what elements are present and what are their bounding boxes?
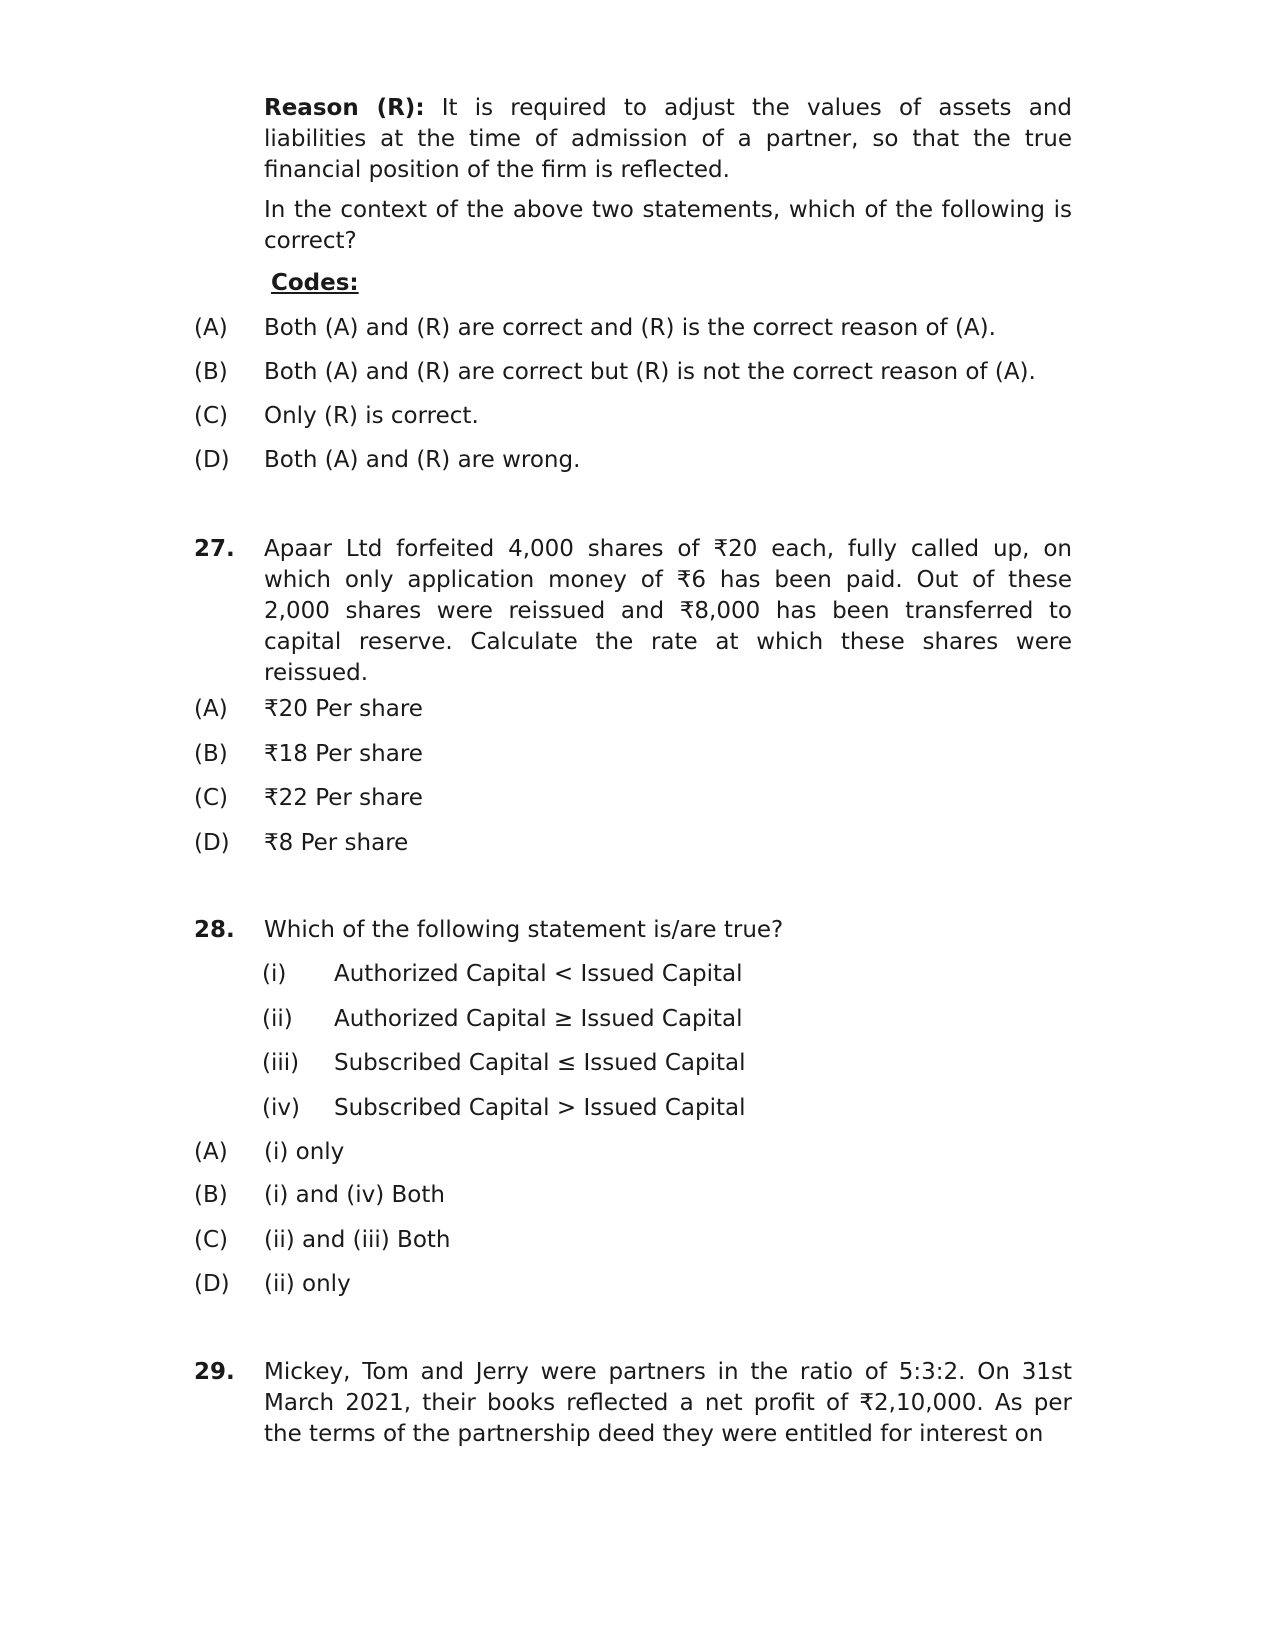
reason-text: It is required to adjust the values of assets and liabilities at the time of admission of a partner, so that the true financial position of the firm is reflected. xyxy=(264,95,1073,183)
q29-text: Mickey, Tom and Jerry were partners in the ratio of 5:3:2. On 31st March 2021, their books reflected a net profit of ₹2,10,000. As per the terms of the partnership deed they were entitled for interest on xyxy=(264,1359,1072,1447)
q28-number: 28. xyxy=(194,917,235,943)
statement-label: (i) xyxy=(262,961,287,987)
option-label: (A) xyxy=(194,315,228,341)
statement-label: (iv) xyxy=(262,1095,300,1121)
option-text: ₹8 Per share xyxy=(264,830,409,856)
codes-heading: Codes: xyxy=(271,270,359,296)
q28-statement-iii xyxy=(262,1048,962,1079)
q28-statement-i xyxy=(262,959,962,990)
q27-option-c xyxy=(194,783,1074,814)
option-text: (i) and (iv) Both xyxy=(264,1182,445,1208)
option-label: (B) xyxy=(194,741,228,767)
option-label: (B) xyxy=(194,359,228,385)
option-text: Both (A) and (R) are correct but (R) is not the correct reason of (A). xyxy=(264,359,1036,385)
option-text: (ii) and (iii) Both xyxy=(264,1227,451,1253)
q28-text: Which of the following statement is/are true? xyxy=(264,917,784,943)
q26-option-b xyxy=(194,357,1074,388)
option-label: (C) xyxy=(194,1227,229,1253)
q28-statement-ii xyxy=(262,1004,962,1035)
option-text: (i) only xyxy=(264,1139,345,1165)
statement-text: Subscribed Capital ≤ Issued Capital xyxy=(334,1050,746,1076)
q28-option-c xyxy=(194,1225,1074,1256)
statement-text: Authorized Capital < Issued Capital xyxy=(334,961,743,987)
reason-paragraph xyxy=(264,93,1072,186)
option-label: (C) xyxy=(194,785,229,811)
q28-statement-iv xyxy=(262,1093,962,1124)
q27-number: 27. xyxy=(194,536,235,562)
statement-text: Subscribed Capital > Issued Capital xyxy=(334,1095,746,1121)
option-text: ₹18 Per share xyxy=(264,741,423,767)
statement-label: (ii) xyxy=(262,1006,293,1032)
context-question: In the context of the above two statements, which of the following is correct? xyxy=(264,197,1072,254)
option-label: (A) xyxy=(194,1139,228,1165)
option-text: Both (A) and (R) are wrong. xyxy=(264,447,581,473)
q26-option-a xyxy=(194,313,1074,344)
option-label: (D) xyxy=(194,830,230,856)
q26-option-d xyxy=(194,445,1074,476)
q27-option-d xyxy=(194,828,1074,859)
q28-option-a xyxy=(194,1137,1074,1168)
reason-label: Reason (R): xyxy=(264,95,425,121)
q26-option-c xyxy=(194,401,1074,432)
option-text: (ii) only xyxy=(264,1271,351,1297)
option-label: (A) xyxy=(194,696,228,722)
q28-option-b xyxy=(194,1180,1074,1211)
q28-option-d xyxy=(194,1269,1074,1300)
q27-option-a xyxy=(194,694,1074,725)
statement-label: (iii) xyxy=(262,1050,300,1076)
statement-text: Authorized Capital ≥ Issued Capital xyxy=(334,1006,743,1032)
option-label: (C) xyxy=(194,403,229,429)
option-label: (D) xyxy=(194,447,230,473)
q27-text: Apaar Ltd forfeited 4,000 shares of ₹20 each, fully called up, on which only application money of ₹6 has been paid. Out of these 2,000 shares were reissued and ₹8,000 has been transferred to capital reserve. Calculate the rate at which these shares were reissued. xyxy=(264,536,1072,686)
option-text: ₹22 Per share xyxy=(264,785,423,811)
option-label: (D) xyxy=(194,1271,230,1297)
option-text: Only (R) is correct. xyxy=(264,403,479,429)
q27-option-b xyxy=(194,739,1074,770)
option-text: Both (A) and (R) are correct and (R) is the correct reason of (A). xyxy=(264,315,996,341)
option-text: ₹20 Per share xyxy=(264,696,423,722)
option-label: (B) xyxy=(194,1182,228,1208)
q29-number: 29. xyxy=(194,1359,235,1385)
